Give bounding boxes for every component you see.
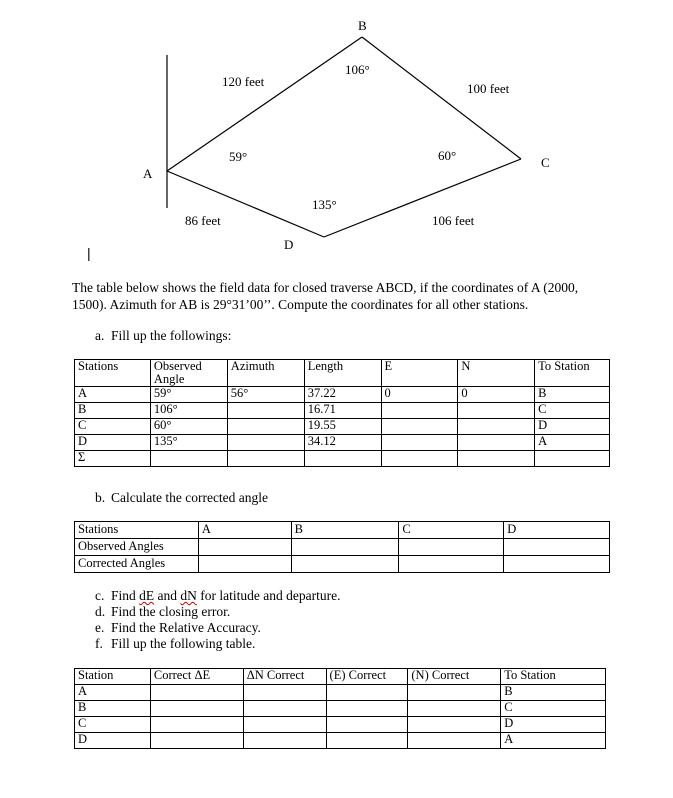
table3-cell (243, 685, 326, 701)
table3-header-cell: Correct ΔE (150, 669, 243, 685)
table1-header-row (75, 360, 610, 387)
side-label-ab: 120 feet (222, 74, 265, 89)
table3-header-cell: ΔN Correct (243, 669, 326, 685)
table1-row (75, 419, 610, 435)
item-b (95, 490, 268, 506)
table1-cell: D (75, 435, 151, 451)
table3-row (75, 685, 606, 701)
item-a-marker: a. (95, 328, 105, 343)
side-label-bc: 100 feet (467, 81, 510, 96)
table1-row (75, 451, 610, 467)
table1-cell: D (535, 419, 610, 435)
item-d (95, 604, 230, 620)
table3-cell (408, 733, 501, 749)
table1-cell: 60° (150, 419, 227, 435)
table1-header-cell: E (381, 360, 458, 387)
table1-cell (381, 451, 458, 467)
table1-cell: B (75, 403, 151, 419)
item-f (95, 636, 255, 652)
table1-cell (227, 435, 304, 451)
table1-header-cell: N (458, 360, 535, 387)
table2-cell (504, 539, 610, 556)
side-label-da: 86 feet (185, 213, 221, 228)
item-c-de: dE (139, 588, 155, 603)
item-c-text-1: Find (111, 588, 140, 603)
table3-cell (408, 701, 501, 717)
table1-cell (381, 419, 458, 435)
table1-header-cell: Azimuth (227, 360, 304, 387)
table1-cell: 0 (381, 387, 458, 403)
angle-label-a: 59° (229, 149, 248, 164)
table2-cell (399, 539, 504, 556)
table1-cell: 106° (150, 403, 227, 419)
angle-label-b: 106° (345, 62, 370, 77)
table1-header-cell: To Station (535, 360, 610, 387)
table1-cell: C (75, 419, 151, 435)
table3-cell: C (501, 701, 606, 717)
item-c (95, 588, 340, 604)
table1-cell (227, 419, 304, 435)
item-c-marker: c. (95, 588, 105, 603)
item-e (95, 620, 261, 636)
item-a-text: Fill up the followings: (111, 328, 232, 343)
item-b-marker: b. (95, 490, 106, 505)
table2-row (75, 556, 610, 573)
corrected-angle-table (74, 521, 610, 573)
table3-cell: A (501, 733, 606, 749)
side-label-cd: 106 feet (432, 213, 475, 228)
station-label-b: B (358, 18, 367, 33)
station-label-a: A (143, 166, 153, 181)
table1-row (75, 435, 610, 451)
table3-cell (150, 733, 243, 749)
table1-cell: 59° (150, 387, 227, 403)
table3-header-cell: (E) Correct (326, 669, 408, 685)
table3-cell (326, 685, 408, 701)
table1-cell: 19.55 (304, 419, 381, 435)
table3-cell: D (501, 717, 606, 733)
problem-statement: The table below shows the field data for closed traverse ABCD, if the coordinates of A (2000, 1500). Azimuth for AB is 29°31’00’’. Compute the coordinates for all other stations. (72, 280, 579, 312)
table1-cell: 34.12 (304, 435, 381, 451)
table1-cell (381, 403, 458, 419)
item-a (95, 328, 231, 344)
table2-cell: Corrected Angles (75, 556, 199, 573)
side-ab (167, 37, 362, 171)
table1-cell: 37.22 (304, 387, 381, 403)
table1-header-cell: Observed Angle (150, 360, 227, 387)
angle-label-c: 60° (438, 148, 457, 163)
table1-cell (227, 451, 304, 467)
table3-cell (243, 701, 326, 717)
field-data-table (74, 359, 610, 467)
table3-cell (408, 717, 501, 733)
table3-cell (326, 733, 408, 749)
table1-cell: 135° (150, 435, 227, 451)
station-label-c: C (541, 155, 550, 170)
table3-cell (150, 685, 243, 701)
traverse-diagram (0, 0, 673, 260)
side-bc (362, 37, 521, 159)
table2-cell (399, 556, 504, 573)
table3-cell: A (75, 685, 151, 701)
table3-cell: B (501, 685, 606, 701)
table1-cell (304, 451, 381, 467)
table1-cell: Σ (75, 451, 151, 467)
item-d-text: Find the closing error. (111, 604, 231, 619)
station-label-d: D (284, 237, 294, 252)
table3-cell (243, 717, 326, 733)
table2-header-cell: A (198, 522, 291, 539)
table2-cell (198, 556, 291, 573)
table1-cell: A (75, 387, 151, 403)
item-f-text: Fill up the following table. (111, 636, 256, 651)
item-c-text-2: and (154, 588, 181, 603)
table1-header-cell: Stations (75, 360, 151, 387)
table3-row (75, 733, 606, 749)
table2-cell (198, 539, 291, 556)
table1-cell (227, 403, 304, 419)
table3-cell: D (75, 733, 151, 749)
table3-row (75, 701, 606, 717)
table2-cell: Observed Angles (75, 539, 199, 556)
table2-header-cell: C (399, 522, 504, 539)
table3-cell: C (75, 717, 151, 733)
table3-cell (326, 701, 408, 717)
table3-cell: B (75, 701, 151, 717)
table1-cell: 0 (458, 387, 535, 403)
table1-header-cell: Length (304, 360, 381, 387)
table2-cell (504, 556, 610, 573)
table3-header-cell: (N) Correct (408, 669, 501, 685)
table1-cell (458, 435, 535, 451)
side-cd (324, 159, 521, 237)
angle-label-d: 135° (312, 197, 337, 212)
table2-cell (291, 539, 399, 556)
item-e-text: Find the Relative Accuracy. (111, 620, 261, 635)
table3-cell (150, 717, 243, 733)
table2-header-cell: Stations (75, 522, 199, 539)
table2-header-cell: D (504, 522, 610, 539)
table1-cell: A (535, 435, 610, 451)
table3-cell (326, 717, 408, 733)
item-b-text: Calculate the corrected angle (111, 490, 269, 505)
table1-cell (458, 451, 535, 467)
text-cursor: | (87, 245, 91, 261)
table2-header-row (75, 522, 610, 539)
item-e-marker: e. (95, 620, 105, 635)
table3-cell (150, 701, 243, 717)
table1-cell: B (535, 387, 610, 403)
table1-cell: 56° (227, 387, 304, 403)
table2-cell (291, 556, 399, 573)
corrected-coordinates-table (74, 668, 606, 749)
table1-row (75, 387, 610, 403)
table3-header-cell: Station (75, 669, 151, 685)
table1-cell (458, 419, 535, 435)
table1-cell (535, 451, 610, 467)
table1-cell: 16.71 (304, 403, 381, 419)
table2-header-cell: B (291, 522, 399, 539)
table1-cell (458, 403, 535, 419)
table3-header-cell: To Station (501, 669, 606, 685)
table1-cell (381, 435, 458, 451)
table3-cell (243, 733, 326, 749)
table3-row (75, 717, 606, 733)
table1-row (75, 403, 610, 419)
table1-cell: C (535, 403, 610, 419)
item-d-marker: d. (95, 604, 106, 619)
table3-header-row (75, 669, 606, 685)
item-c-text-3: for latitude and departure. (196, 588, 341, 603)
item-f-marker: f. (95, 636, 103, 651)
table3-cell (408, 685, 501, 701)
table1-cell (150, 451, 227, 467)
item-c-dn: dN (180, 588, 197, 603)
table2-row (75, 539, 610, 556)
